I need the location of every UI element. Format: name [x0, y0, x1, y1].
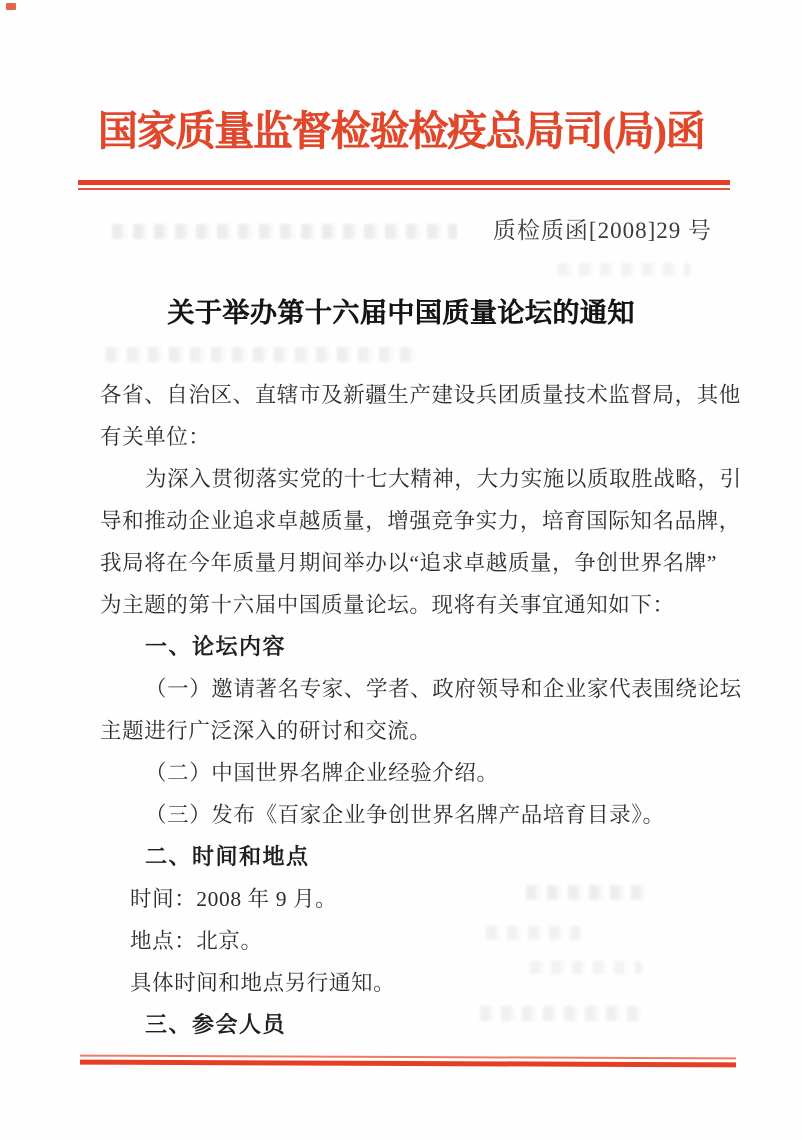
body-line: 我局将在今年质量月期间举办以“追求卓越质量，争创世界名牌”	[100, 551, 717, 575]
body-line: 为主题的第十六届中国质量论坛。现将有关事宜通知如下：	[100, 593, 675, 617]
body-line: （一）邀请著名专家、学者、政府领导和企业家代表围绕论坛	[145, 677, 742, 701]
letterhead-title: 国家质量监督检验检疫总局司(局)函	[97, 108, 705, 154]
body-line: （三）发布《百家企业争创世界名牌产品培育目录》。	[145, 803, 665, 827]
letterhead-rule	[78, 180, 730, 190]
notice-title: 关于举办第十六届中国质量论坛的通知	[167, 298, 635, 328]
footer-rule	[80, 1055, 736, 1068]
body-line: 地点：北京。	[130, 929, 263, 953]
body-line: （二）中国世界名牌企业经验介绍。	[145, 761, 499, 785]
body-line: 有关单位：	[100, 425, 211, 449]
letterhead-rule-thin	[78, 188, 730, 190]
body-line: 主题进行广泛深入的研讨和交流。	[100, 719, 432, 743]
body-line: 为深入贯彻落实党的十七大精神，大力实施以质取胜战略，引	[145, 467, 742, 491]
section-heading: 三、参会人员	[145, 1012, 287, 1037]
document-number: 质检质函[2008]29 号	[492, 218, 712, 243]
scan-bleed-artifact	[526, 885, 648, 900]
scan-bleed-artifact	[558, 263, 690, 276]
body-line: 导和推动企业追求卓越质量，增强竞争实力，培育国际知名品牌，	[100, 509, 741, 533]
scan-bleed-artifact	[486, 926, 581, 940]
scan-corner-mark	[6, 3, 16, 10]
section-heading: 二、时间和地点	[145, 844, 310, 869]
section-heading: 一、论坛内容	[145, 634, 287, 659]
scan-bleed-artifact	[106, 347, 416, 362]
scan-bleed-artifact	[480, 1006, 642, 1021]
scan-bleed-artifact	[530, 961, 642, 974]
notice-body	[100, 374, 742, 1046]
body-line: 具体时间和地点另行通知。	[130, 971, 396, 995]
body-line: 时间：2008 年 9 月。	[130, 887, 338, 911]
body-line: 各省、自治区、直辖市及新疆生产建设兵团质量技术监督局，其他	[100, 383, 741, 407]
scan-bleed-artifact	[112, 224, 457, 239]
